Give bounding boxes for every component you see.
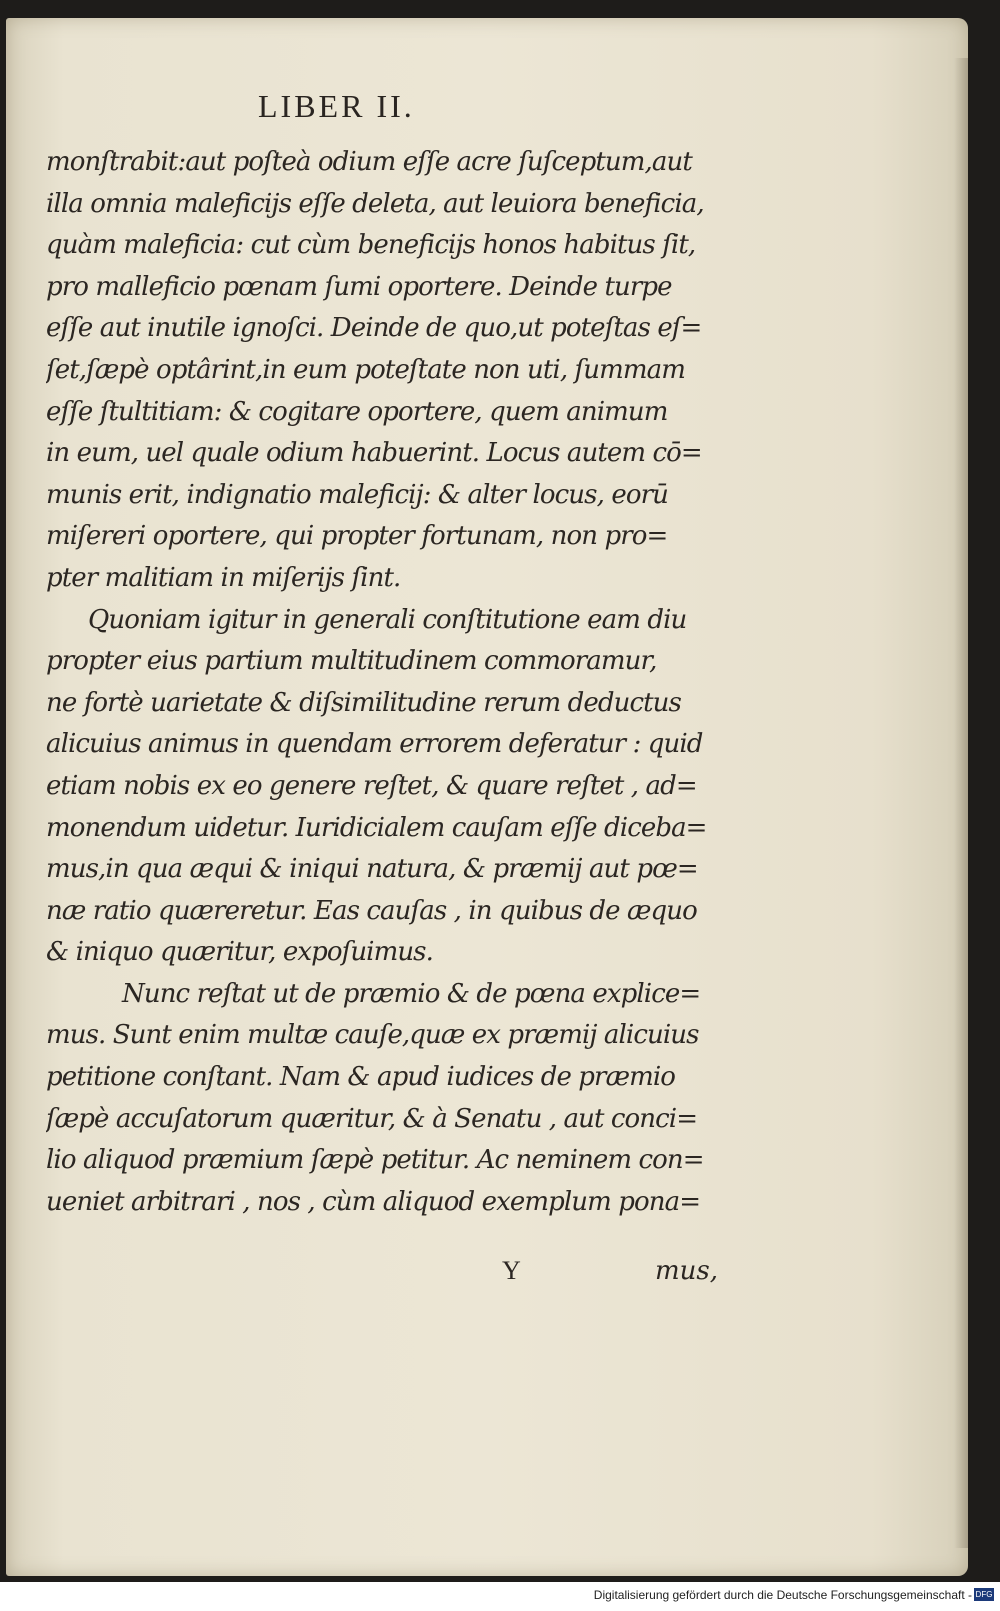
text-line: mus. Sunt enim multæ cauſe,quæ ex præmij alicuius	[46, 1020, 699, 1051]
text-line: næ ratio quæreretur. Eas cauſas , in quibus de æquo	[46, 895, 697, 926]
text-line: etiam nobis ex eo genere reſtet, & quare reſtet , ad=	[46, 770, 697, 801]
body-text	[46, 142, 726, 1223]
text-line: monſtrabit:aut poſteà odium eſſe acre ſuſceptum,aut	[46, 147, 692, 177]
credit-line: Digitalisierung gefördert durch die Deutsche Forschungsgemeinschaft -	[593, 1588, 972, 1602]
text-line: illa omnia maleficijs eſſe deleta, aut leuiora beneficia,	[46, 188, 704, 219]
text-line: lio aliquod præmium ſæpè petitur. Ac neminem con=	[46, 1145, 704, 1176]
text-line: munis erit, indignatio maleficij: & alter locus, eorū	[46, 479, 668, 510]
page-edge-shadow	[954, 58, 968, 1548]
text-line: miſereri oportere, qui propter fortunam, non pro=	[46, 521, 668, 552]
running-head: LIBER II.	[258, 88, 415, 124]
text-line: eſſe aut inutile ignoſci. Deinde de quo,ut poteſtas eſ=	[46, 313, 702, 344]
signature-mark: Y	[502, 1256, 521, 1285]
text-line: mus,in qua æqui & iniqui natura, & præmij aut pœ=	[46, 854, 698, 885]
text-line: propter eius partium multitudinem commoramur,	[46, 646, 657, 677]
text-line: eſſe ſtultitiam: & cogitare oportere, quem animum	[46, 396, 668, 427]
catchword: mus,	[655, 1256, 719, 1286]
text-line: petitione conſtant. Nam & apud iudices de præmio	[46, 1062, 676, 1093]
text-line: ne fortè uarietate & diſsimilitudine rerum deductus	[46, 687, 681, 718]
text-line: Nunc reſtat ut de præmio & de pœna explice=	[122, 978, 701, 1009]
text-line: pro malleficio pœnam ſumi oportere. Deinde turpe	[46, 271, 672, 302]
text-line: & iniquo quæritur, expoſuimus.	[46, 937, 433, 968]
dfg-logo: DFG	[975, 1590, 993, 1599]
text-line: ſet,ſæpè optârint,in eum poteſtate non uti, ſummam	[46, 354, 685, 385]
text-line: alicuius animus in quendam errorem deferatur : quid	[46, 729, 703, 760]
text-line: monendum uidetur. Iuridicialem cauſam eſſe diceba=	[46, 812, 707, 843]
credit-bar	[0, 1582, 1000, 1611]
text-line: ueniet arbitrari , nos , cùm aliquod exemplum pona=	[46, 1186, 701, 1217]
text-line: Quoniam igitur in generali conſtitutione eam diu	[88, 604, 687, 635]
text-line: in eum, uel quale odium habuerint. Locus autem cō=	[46, 438, 702, 469]
text-line: pter malitiam in miſerijs ſint.	[46, 562, 401, 593]
text-line: ſæpè accuſatorum quæritur, & à Senatu , aut conci=	[46, 1103, 698, 1134]
text-line: quàm maleficia: cut cùm beneficijs honos habitus ſit,	[46, 230, 696, 261]
